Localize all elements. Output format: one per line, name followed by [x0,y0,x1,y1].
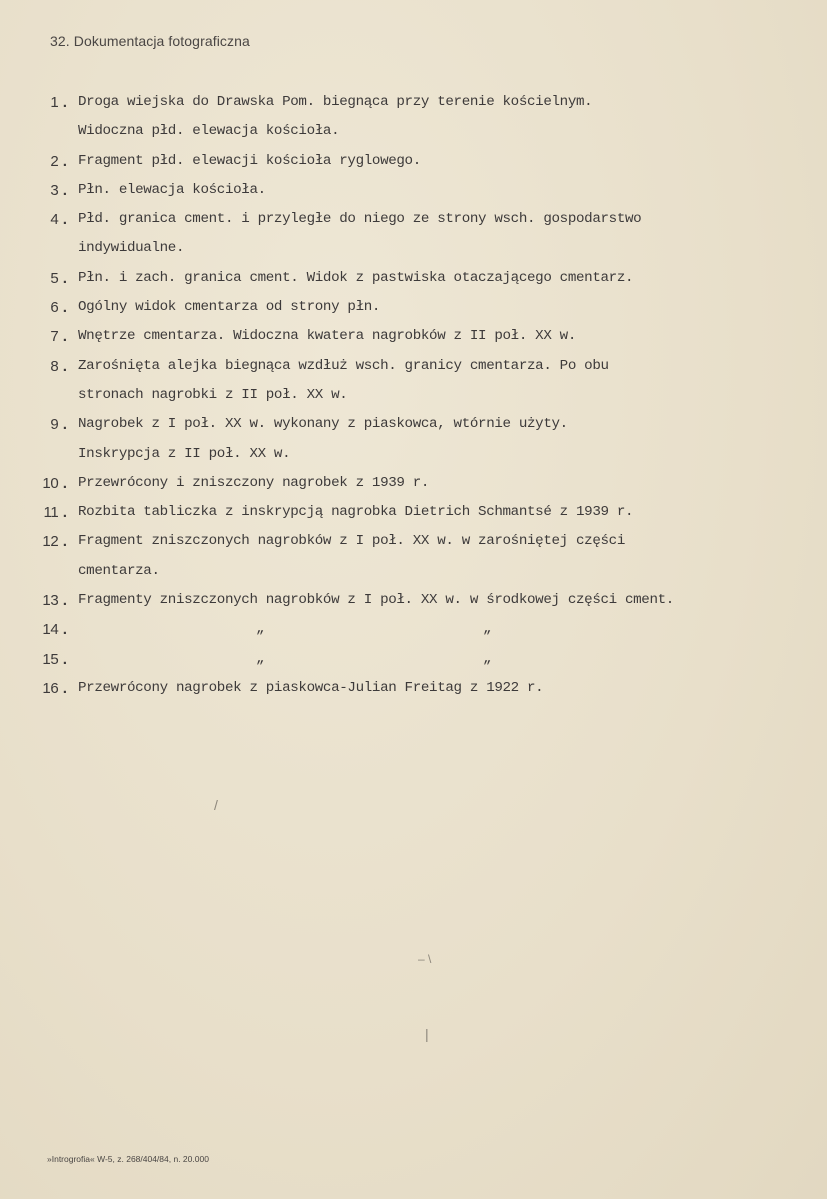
number-dot: . [60,95,69,112]
item-number [50,293,69,323]
item-text: indywidualne. [78,240,185,257]
item-number-value: 11 [43,504,59,522]
item-text: Fragment płd. elewacji kościoła ryglowego. [78,152,421,169]
item-text: Przewrócony i zniszczony nagrobek z 1939 r. [78,474,430,491]
ditto-mark: „ [483,650,492,667]
list-line [0,410,827,439]
list-line [0,527,827,556]
item-number [42,586,69,616]
number-dot: . [60,417,69,435]
list-item [0,498,827,527]
list-item [0,147,827,176]
item-number [50,352,69,382]
item-text: Ogólny widok cmentarza od strony płn. [78,299,381,316]
item-number-value: 5 [50,269,59,287]
list-item [0,176,827,205]
scan-speck: / [214,797,218,813]
item-number-value: 12 [42,533,59,551]
item-text: Nagrobek z I poł. XX w. wykonany z piaskowca, wtórnie użyty. [78,416,568,433]
list-item [0,322,827,351]
number-dot: . [60,593,69,611]
item-number [42,645,69,675]
ditto-mark: „ [256,621,265,638]
list-line [0,322,827,351]
list-item [0,586,827,615]
list-line [0,293,827,322]
item-number [42,469,69,499]
list-line [0,147,827,176]
item-number-value: 6 [50,299,59,317]
item-number-value: 1 [50,94,59,111]
item-text: Zarośnięta alejka biegnąca wzdłuż wsch. granicy cmentarza. Po obu [78,357,609,374]
list-item [0,645,827,674]
list-item [0,410,827,469]
list-line [0,498,827,527]
item-number-value: 13 [42,592,59,610]
list-line [0,176,827,205]
number-dot: . [60,505,69,523]
list-item [0,352,827,411]
item-number [50,147,69,177]
ditto-mark: „ [256,650,265,667]
list-line [0,645,827,674]
item-number-value: 8 [50,357,59,375]
number-dot: . [60,270,69,288]
item-number-value: 4 [50,211,59,229]
item-text: stronach nagrobki z II poł. XX w. [78,386,348,403]
list-line [0,88,827,117]
number-dot: . [60,475,69,493]
number-dot: . [60,651,69,669]
list-line [0,440,827,469]
print-footer: »Introgrofia« W-5, z. 268/404/84, n. 20.000 [47,1154,209,1164]
scan-speck: – \ [418,952,432,966]
list-line [0,205,827,234]
list-line [0,557,827,586]
list-line [0,586,827,615]
list-line [0,352,827,381]
item-number-value: 2 [50,152,59,170]
item-number-value: 16 [42,679,59,697]
item-number [50,205,69,235]
item-text: Płn. i zach. granica cment. Widok z pastwiska otaczającego cmentarz. [78,269,634,286]
list-item [0,527,827,586]
list-line [0,381,827,410]
list-line [0,615,827,644]
item-text: Inskrypcja z II poł. XX w. [78,445,291,462]
list-line [0,117,827,146]
item-number-value: 3 [50,181,59,199]
list-item [0,615,827,644]
item-text: cmentarza. [78,562,160,579]
item-number-value: 7 [50,328,59,346]
item-text: Fragment zniszczonych nagrobków z I poł. XX w. w zarośniętej części [78,533,625,550]
item-text: Wnętrze cmentarza. Widoczna kwatera nagrobków z II poł. XX w. [78,328,576,345]
item-number [50,176,69,206]
item-text: Widoczna płd. elewacja kościoła. [78,123,340,140]
list-item [0,293,827,322]
item-number-value: 14 [42,621,59,639]
list-line [0,264,827,293]
list-item [0,205,827,264]
number-dot: . [60,153,69,171]
list-line [0,469,827,498]
item-number [42,615,69,645]
scan-speck: | [425,1026,429,1042]
number-dot: . [60,212,69,230]
list-line [0,234,827,263]
item-number [50,410,69,440]
item-text: Droga wiejska do Drawska Pom. biegnąca przy terenie kościelnym. [78,94,593,110]
item-text: Fragmenty zniszczonych nagrobków z I poł. XX w. w środkowej części cment. [78,592,674,609]
item-number [50,322,69,352]
item-number [43,498,69,528]
number-dot: . [60,182,69,200]
list-item [0,264,827,293]
number-dot: . [60,534,69,552]
item-number-value: 10 [42,474,59,492]
item-number [42,674,69,704]
item-number [50,88,69,118]
number-dot: . [60,358,69,376]
item-text: Płd. granica cment. i przyległe do niego ze strony wsch. gospodarstwo [78,211,642,228]
number-dot: . [60,329,69,347]
page-header: 32. Dokumentacja fotograficzna [50,33,250,49]
list-item [0,674,827,703]
number-dot: . [60,300,69,318]
ditto-mark: „ [483,621,492,638]
item-number [42,527,69,557]
item-number-value: 15 [42,650,59,668]
list-item [0,88,827,147]
list-line [0,674,827,703]
list-item [0,469,827,498]
item-text: Płn. elewacja kościoła. [78,181,266,198]
number-dot: . [60,680,69,698]
number-dot: . [60,622,69,640]
item-text: Rozbita tabliczka z inskrypcją nagrobka Dietrich Schmantsé z 1939 r. [78,504,634,521]
item-text: Przewrócony nagrobek z piaskowca-Julian Freitag z 1922 r. [78,679,544,696]
item-number-value: 9 [50,416,59,434]
item-number [50,264,69,294]
photo-documentation-list [0,88,827,703]
